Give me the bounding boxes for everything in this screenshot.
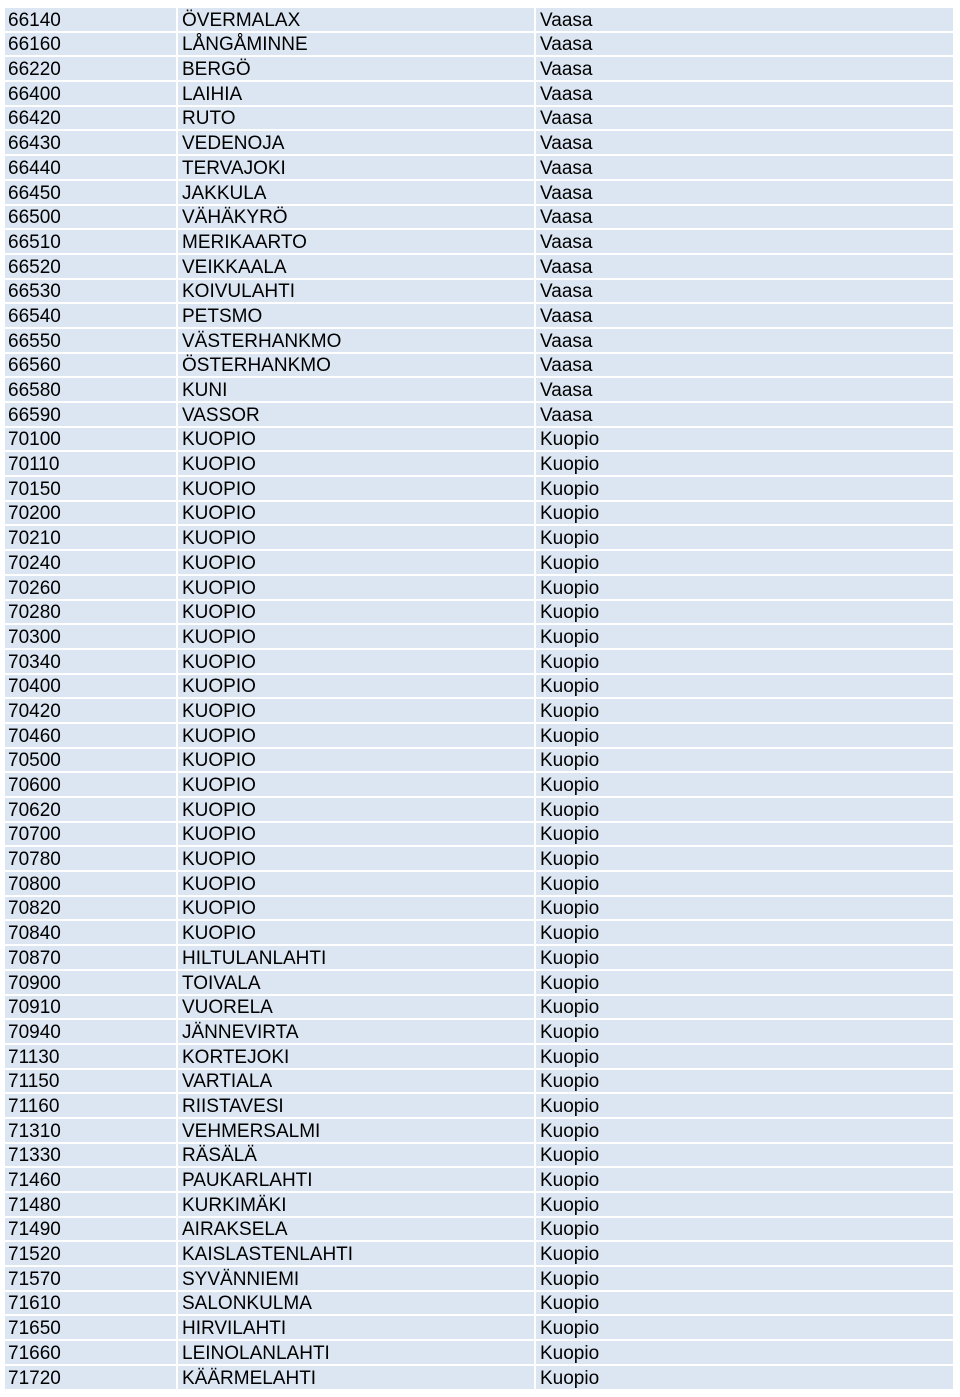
table-body (4, 7, 954, 1390)
region-cell: Kuopio (535, 427, 954, 452)
region-cell: Vaasa (535, 32, 954, 57)
place-name-cell: KUOPIO (177, 698, 535, 723)
region-cell: Kuopio (535, 624, 954, 649)
place-name-cell: VEHMERSALMI (177, 1118, 535, 1143)
postal-code-cell: 66500 (4, 205, 177, 230)
table-row (4, 1241, 954, 1266)
region-cell: Kuopio (535, 1241, 954, 1266)
table-row (4, 797, 954, 822)
place-name-cell: JAKKULA (177, 180, 535, 205)
region-cell: Kuopio (535, 772, 954, 797)
region-cell: Vaasa (535, 279, 954, 304)
place-name-cell: PAUKARLAHTI (177, 1167, 535, 1192)
place-name-cell: KÄÄRMELAHTI (177, 1365, 535, 1390)
postal-code-cell: 66580 (4, 377, 177, 402)
table-row (4, 723, 954, 748)
postal-code-cell: 70870 (4, 945, 177, 970)
region-cell: Kuopio (535, 476, 954, 501)
table-row (4, 1291, 954, 1316)
region-cell: Kuopio (535, 1192, 954, 1217)
table-row (4, 402, 954, 427)
place-name-cell: TOIVALA (177, 970, 535, 995)
table-row (4, 155, 954, 180)
region-cell: Vaasa (535, 303, 954, 328)
postal-code-cell: 66550 (4, 328, 177, 353)
postal-code-cell: 70600 (4, 772, 177, 797)
region-cell: Kuopio (535, 1093, 954, 1118)
table-row (4, 1143, 954, 1168)
place-name-cell: KUOPIO (177, 427, 535, 452)
region-cell: Vaasa (535, 402, 954, 427)
region-cell: Kuopio (535, 451, 954, 476)
table-row (4, 674, 954, 699)
postal-code-cell: 71480 (4, 1192, 177, 1217)
postal-code-cell: 71130 (4, 1044, 177, 1069)
postal-code-cell: 71610 (4, 1291, 177, 1316)
table-row (4, 1044, 954, 1069)
postal-code-cell: 70260 (4, 575, 177, 600)
postal-code-cell: 70780 (4, 846, 177, 871)
table-row (4, 970, 954, 995)
region-cell: Kuopio (535, 1217, 954, 1242)
postal-code-cell: 66540 (4, 303, 177, 328)
place-name-cell: KOIVULAHTI (177, 279, 535, 304)
postal-code-cell: 71570 (4, 1266, 177, 1291)
place-name-cell: KAISLASTENLAHTI (177, 1241, 535, 1266)
place-name-cell: SALONKULMA (177, 1291, 535, 1316)
region-cell: Kuopio (535, 1044, 954, 1069)
table-row (4, 229, 954, 254)
postal-code-table (3, 6, 955, 1391)
table-row (4, 1340, 954, 1365)
region-cell: Kuopio (535, 649, 954, 674)
place-name-cell: KUOPIO (177, 674, 535, 699)
place-name-cell: VÄSTERHANKMO (177, 328, 535, 353)
place-name-cell: MERIKAARTO (177, 229, 535, 254)
table-row (4, 205, 954, 230)
table-row (4, 81, 954, 106)
region-cell: Kuopio (535, 1266, 954, 1291)
region-cell: Kuopio (535, 797, 954, 822)
region-cell: Kuopio (535, 525, 954, 550)
postal-code-cell: 66530 (4, 279, 177, 304)
postal-code-cell: 66420 (4, 106, 177, 131)
region-cell: Vaasa (535, 353, 954, 378)
place-name-cell: SYVÄNNIEMI (177, 1266, 535, 1291)
table-row (4, 624, 954, 649)
table-row (4, 377, 954, 402)
table-row (4, 303, 954, 328)
table-row (4, 871, 954, 896)
postal-code-cell: 70800 (4, 871, 177, 896)
region-cell: Kuopio (535, 698, 954, 723)
place-name-cell: KUOPIO (177, 846, 535, 871)
place-name-cell: BERGÖ (177, 56, 535, 81)
table-row (4, 995, 954, 1020)
postal-code-cell: 70460 (4, 723, 177, 748)
postal-code-cell: 66510 (4, 229, 177, 254)
place-name-cell: KUNI (177, 377, 535, 402)
postal-code-cell: 70940 (4, 1019, 177, 1044)
place-name-cell: KUOPIO (177, 797, 535, 822)
region-cell: Vaasa (535, 56, 954, 81)
postal-code-cell: 71460 (4, 1167, 177, 1192)
place-name-cell: KUOPIO (177, 822, 535, 847)
region-cell: Kuopio (535, 501, 954, 526)
place-name-cell: VEDENOJA (177, 130, 535, 155)
postal-code-cell: 66140 (4, 7, 177, 32)
postal-code-cell: 71650 (4, 1315, 177, 1340)
postal-code-cell: 70150 (4, 476, 177, 501)
postal-code-cell: 70820 (4, 896, 177, 921)
postal-code-cell: 70620 (4, 797, 177, 822)
table-row (4, 279, 954, 304)
postal-code-cell: 70840 (4, 920, 177, 945)
table-row (4, 846, 954, 871)
postal-code-cell: 70110 (4, 451, 177, 476)
postal-code-cell: 71490 (4, 1217, 177, 1242)
table-row (4, 772, 954, 797)
postal-code-cell: 70240 (4, 550, 177, 575)
postal-code-cell: 71520 (4, 1241, 177, 1266)
table-row (4, 575, 954, 600)
postal-code-cell: 70420 (4, 698, 177, 723)
place-name-cell: KUOPIO (177, 624, 535, 649)
place-name-cell: KUOPIO (177, 525, 535, 550)
place-name-cell: VEIKKAALA (177, 254, 535, 279)
region-cell: Kuopio (535, 970, 954, 995)
place-name-cell: PETSMO (177, 303, 535, 328)
table-row (4, 1266, 954, 1291)
region-cell: Kuopio (535, 1340, 954, 1365)
region-cell: Kuopio (535, 600, 954, 625)
place-name-cell: KUOPIO (177, 476, 535, 501)
table-row (4, 1019, 954, 1044)
region-cell: Kuopio (535, 550, 954, 575)
region-cell: Vaasa (535, 130, 954, 155)
postal-code-cell: 70500 (4, 748, 177, 773)
table-row (4, 130, 954, 155)
place-name-cell: KUOPIO (177, 896, 535, 921)
place-name-cell: JÄNNEVIRTA (177, 1019, 535, 1044)
table-row (4, 600, 954, 625)
table-row (4, 1069, 954, 1094)
table-row (4, 748, 954, 773)
table-row (4, 106, 954, 131)
region-cell: Vaasa (535, 229, 954, 254)
place-name-cell: HILTULANLAHTI (177, 945, 535, 970)
region-cell: Kuopio (535, 674, 954, 699)
region-cell: Kuopio (535, 1118, 954, 1143)
place-name-cell: KURKIMÄKI (177, 1192, 535, 1217)
place-name-cell: AIRAKSELA (177, 1217, 535, 1242)
postal-code-cell: 70340 (4, 649, 177, 674)
table-row (4, 1192, 954, 1217)
place-name-cell: KORTEJOKI (177, 1044, 535, 1069)
region-cell: Kuopio (535, 1143, 954, 1168)
postal-code-cell: 66220 (4, 56, 177, 81)
postal-code-cell: 70280 (4, 600, 177, 625)
place-name-cell: HIRVILAHTI (177, 1315, 535, 1340)
region-cell: Kuopio (535, 748, 954, 773)
table-row (4, 427, 954, 452)
postal-code-cell: 70210 (4, 525, 177, 550)
region-cell: Kuopio (535, 575, 954, 600)
table-row (4, 1093, 954, 1118)
postal-code-cell: 70300 (4, 624, 177, 649)
place-name-cell: KUOPIO (177, 748, 535, 773)
place-name-cell: KUOPIO (177, 723, 535, 748)
place-name-cell: LEINOLANLAHTI (177, 1340, 535, 1365)
postal-code-cell: 70400 (4, 674, 177, 699)
place-name-cell: VÄHÄKYRÖ (177, 205, 535, 230)
table-row (4, 476, 954, 501)
region-cell: Vaasa (535, 328, 954, 353)
postal-code-cell: 71720 (4, 1365, 177, 1390)
postal-code-cell: 66520 (4, 254, 177, 279)
place-name-cell: VASSOR (177, 402, 535, 427)
table-row (4, 550, 954, 575)
place-name-cell: KUOPIO (177, 920, 535, 945)
table-row (4, 56, 954, 81)
table-row (4, 1118, 954, 1143)
region-cell: Vaasa (535, 205, 954, 230)
table-row (4, 1217, 954, 1242)
postal-code-cell: 66440 (4, 155, 177, 180)
table-row (4, 1167, 954, 1192)
region-cell: Kuopio (535, 871, 954, 896)
postal-code-cell: 70910 (4, 995, 177, 1020)
place-name-cell: RÄSÄLÄ (177, 1143, 535, 1168)
table-row (4, 7, 954, 32)
region-cell: Vaasa (535, 106, 954, 131)
table-row (4, 451, 954, 476)
table-row (4, 254, 954, 279)
table-row (4, 180, 954, 205)
postal-code-cell: 71160 (4, 1093, 177, 1118)
place-name-cell: KUOPIO (177, 501, 535, 526)
table-row (4, 920, 954, 945)
region-cell: Vaasa (535, 7, 954, 32)
region-cell: Kuopio (535, 846, 954, 871)
postal-code-cell: 66560 (4, 353, 177, 378)
place-name-cell: KUOPIO (177, 871, 535, 896)
place-name-cell: KUOPIO (177, 575, 535, 600)
place-name-cell: VUORELA (177, 995, 535, 1020)
region-cell: Kuopio (535, 945, 954, 970)
postal-code-cell: 70900 (4, 970, 177, 995)
region-cell: Kuopio (535, 1365, 954, 1390)
table-row (4, 353, 954, 378)
postal-code-cell: 66590 (4, 402, 177, 427)
table-row (4, 501, 954, 526)
postal-code-cell: 70700 (4, 822, 177, 847)
region-cell: Kuopio (535, 723, 954, 748)
table-row (4, 896, 954, 921)
region-cell: Vaasa (535, 180, 954, 205)
place-name-cell: KUOPIO (177, 600, 535, 625)
region-cell: Vaasa (535, 377, 954, 402)
postal-code-cell: 66160 (4, 32, 177, 57)
postal-code-cell: 71310 (4, 1118, 177, 1143)
place-name-cell: RUTO (177, 106, 535, 131)
postal-code-cell: 71330 (4, 1143, 177, 1168)
place-name-cell: KUOPIO (177, 550, 535, 575)
postal-code-cell: 66430 (4, 130, 177, 155)
region-cell: Kuopio (535, 1291, 954, 1316)
postal-code-cell: 70100 (4, 427, 177, 452)
postal-code-cell: 71660 (4, 1340, 177, 1365)
place-name-cell: VARTIALA (177, 1069, 535, 1094)
table-row (4, 822, 954, 847)
table-row (4, 328, 954, 353)
table-row (4, 525, 954, 550)
place-name-cell: ÖSTERHANKMO (177, 353, 535, 378)
region-cell: Kuopio (535, 1315, 954, 1340)
table-row (4, 698, 954, 723)
place-name-cell: TERVAJOKI (177, 155, 535, 180)
region-cell: Vaasa (535, 81, 954, 106)
table-row (4, 1315, 954, 1340)
table-row (4, 649, 954, 674)
region-cell: Kuopio (535, 896, 954, 921)
region-cell: Vaasa (535, 254, 954, 279)
place-name-cell: ÖVERMALAX (177, 7, 535, 32)
postal-code-cell: 66400 (4, 81, 177, 106)
region-cell: Kuopio (535, 822, 954, 847)
place-name-cell: KUOPIO (177, 451, 535, 476)
region-cell: Kuopio (535, 1167, 954, 1192)
place-name-cell: KUOPIO (177, 772, 535, 797)
postal-code-cell: 66450 (4, 180, 177, 205)
table-row (4, 945, 954, 970)
place-name-cell: LÅNGÅMINNE (177, 32, 535, 57)
region-cell: Vaasa (535, 155, 954, 180)
postal-code-cell: 71150 (4, 1069, 177, 1094)
region-cell: Kuopio (535, 1069, 954, 1094)
table-row (4, 32, 954, 57)
region-cell: Kuopio (535, 995, 954, 1020)
place-name-cell: KUOPIO (177, 649, 535, 674)
postal-code-cell: 70200 (4, 501, 177, 526)
table-row (4, 1365, 954, 1390)
region-cell: Kuopio (535, 920, 954, 945)
place-name-cell: RIISTAVESI (177, 1093, 535, 1118)
region-cell: Kuopio (535, 1019, 954, 1044)
place-name-cell: LAIHIA (177, 81, 535, 106)
